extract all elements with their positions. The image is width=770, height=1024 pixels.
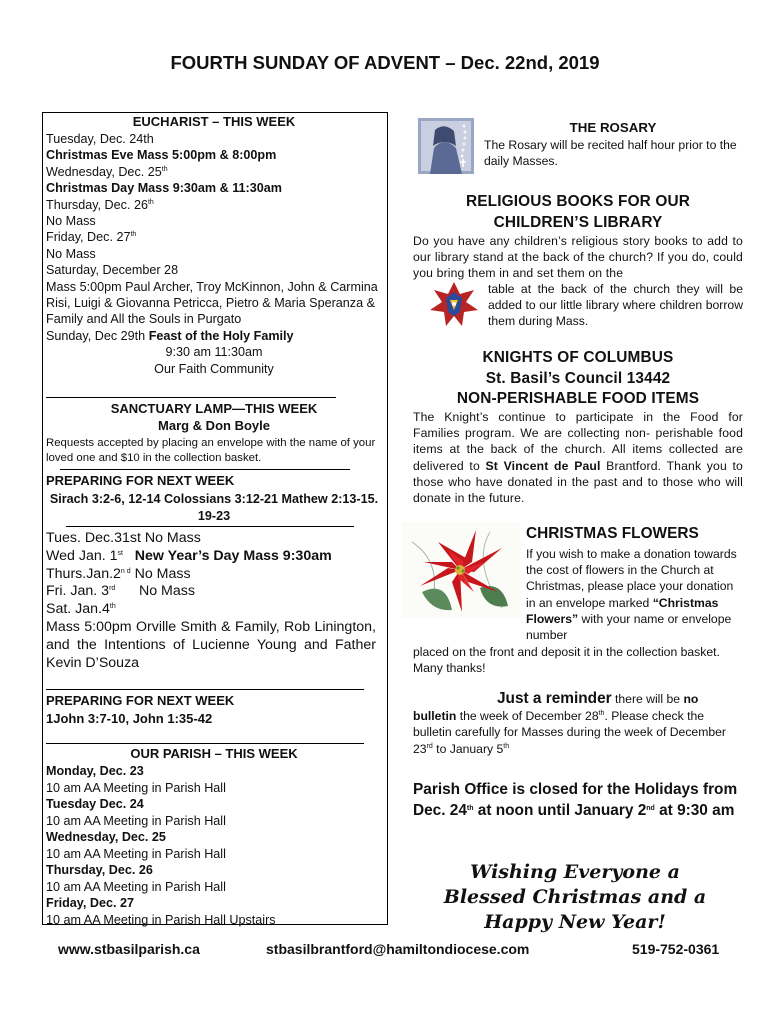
prep-readings: Sirach 3:2-6, 12-14 Colossians 3:12-21 Mathew 2:13-15. 19-23 — [49, 492, 379, 523]
eucharist-line: Mass 5:00pm Paul Archer, Troy McKinnon, John & Carmina Risi, Luigi & Giovanna Petricca, Pietro & Maria Speranza & Family and All the Souls in Purgato — [46, 279, 378, 327]
parish-heading: OUR PARISH – THIS WEEK — [130, 746, 298, 761]
prep-heading: PREPARING FOR NEXT WEEK — [46, 473, 235, 488]
parish-day: Monday, Dec. 23 — [46, 764, 144, 778]
schedule-line: Sat. Jan.4th — [46, 601, 116, 618]
books-heading: RELIGIOUS BOOKS FOR OUR CHILDREN’S LIBRARY — [465, 193, 691, 231]
eucharist-line: Wednesday, Dec. 25th — [46, 164, 168, 179]
divider — [66, 526, 354, 527]
eucharist-line: No Mass — [46, 214, 96, 229]
flowers-heading: CHRISTMAS FLOWERS — [526, 525, 699, 542]
rosary-text: The Rosary will be recited half hour prior to the daily Masses. — [484, 138, 737, 169]
eucharist-line: Friday, Dec. 27th — [46, 230, 137, 245]
eucharist-line: No Mass — [46, 246, 96, 261]
eucharist-line: Tuesday, Dec. 24th — [46, 132, 154, 146]
eucharist-line: Saturday, December 28 — [46, 263, 179, 278]
lamp-text: Requests accepted by placing an envelope with the name of your loved one and $10 in the collection basket. — [46, 437, 376, 464]
divider — [46, 689, 364, 690]
office-closed-notice: Parish Office is closed for the Holidays from Dec. 24th at noon until January 2nd at 9:30 am — [413, 781, 738, 819]
prep2-section — [46, 692, 382, 728]
prep2-readings: 1John 3:7-10, John 1:35-42 — [46, 711, 213, 726]
knights-text: The Knight’s continue to participate in the Food for Families program. We are collecting non- perishable food items at the back of the church. All items collected are delivered to St Vincent de Paul Brantford. Thank you to those who have donated in the past and to those who will donate in the future. — [413, 410, 743, 506]
rosary-heading: THE ROSARY — [569, 120, 657, 135]
eucharist-line: Thursday, Dec. 26th — [46, 197, 154, 212]
parish-event: 10 am AA Meeting in Parish Hall — [46, 780, 226, 795]
lamp-heading: SANCTUARY LAMP—THIS WEEK Marg & Don Boyle — [110, 401, 318, 433]
eucharist-line: Christmas Day Mass 9:30am & 11:30am — [46, 181, 282, 196]
parish-day: Friday, Dec. 27 — [46, 896, 134, 910]
parish-day: Tuesday Dec. 24 — [46, 797, 144, 811]
schedule-line: Fri. Jan. 3rd No Mass — [46, 583, 195, 600]
schedule-line: Wed Jan. 1st New Year’s Day Mass 9:30am — [46, 547, 332, 564]
parish-day: Wednesday, Dec. 25 — [46, 830, 166, 844]
divider — [46, 397, 336, 398]
books-text: Do you have any children’s religious story books to add to our library stand at the back of the church? If you do, could you bring them in and set them on the — [413, 234, 743, 281]
eucharist-line: Christmas Eve Mass 5:00pm & 8:00pm — [46, 148, 277, 163]
parish-day: Thursday, Dec. 26 — [46, 863, 153, 877]
knights-emblem — [428, 280, 480, 328]
parish-event: 10 am AA Meeting in Parish Hall — [46, 813, 226, 828]
page-title: FOURTH SUNDAY OF ADVENT – Dec. 22nd, 2019 — [170, 52, 600, 73]
eucharist-line: Our Faith Community — [154, 361, 274, 376]
christmas-wishes: Wishing Everyone a Blessed Christmas and a Happy New Year! — [443, 861, 707, 933]
schedule-line: Tues. Dec.31st No Mass — [46, 530, 201, 546]
flowers-text: If you wish to make a donation towards the cost of flowers in the Church at Christmas, please place your donation in an envelope marked “Christmas Flowers” with your name or envelope number — [526, 547, 737, 643]
flowers-text-cont: placed on the front and deposit it in the collection basket. Many thanks! — [413, 645, 720, 676]
phone-number: 519-752-0361 — [632, 941, 720, 957]
parish-list — [46, 763, 382, 928]
parish-event: 10 am AA Meeting in Parish Hall Upstairs — [46, 912, 276, 927]
divider — [60, 469, 350, 470]
poinsettia-image — [402, 522, 520, 618]
books-text-cont: table at the back of the church they will be added to our little library where children borrow them during Mass. — [488, 282, 743, 329]
rosary-image — [418, 118, 474, 174]
eucharist-schedule — [46, 131, 382, 377]
divider — [46, 743, 364, 744]
bulletin-reminder: Just a reminder there will be no bulletin the week of December 28th. Please check the bulletin carefully for Masses during the week of December 23rd to January 5th — [413, 690, 726, 756]
parish-event: 10 am AA Meeting in Parish Hall — [46, 846, 226, 861]
prep2-heading: PREPARING FOR NEXT WEEK — [46, 693, 235, 708]
email-link[interactable]: stbasilbrantford@hamiltondiocese.com — [266, 941, 530, 957]
website-link[interactable]: www.stbasilparish.ca — [58, 941, 200, 957]
knights-heading: KNIGHTS OF COLUMBUS St. Basil’s Council 13442 NON-PERISHABLE FOOD ITEMS — [456, 349, 700, 407]
eucharist-heading: EUCHARIST – THIS WEEK — [132, 114, 296, 129]
next-week-schedule — [46, 530, 376, 672]
parish-event: 10 am AA Meeting in Parish Hall — [46, 879, 226, 894]
eucharist-line: Sunday, Dec 29th Feast of the Holy Family — [46, 328, 294, 343]
eucharist-line: 9:30 am 11:30am — [165, 345, 263, 360]
schedule-line: Mass 5:00pm Orville Smith & Family, Rob Linington, and the Intentions of Lucienne Young and Father Kevin D’Souza — [46, 618, 376, 671]
schedule-line: $Thurs.Jan.2^{n d}$ No Mass — [46, 565, 191, 582]
